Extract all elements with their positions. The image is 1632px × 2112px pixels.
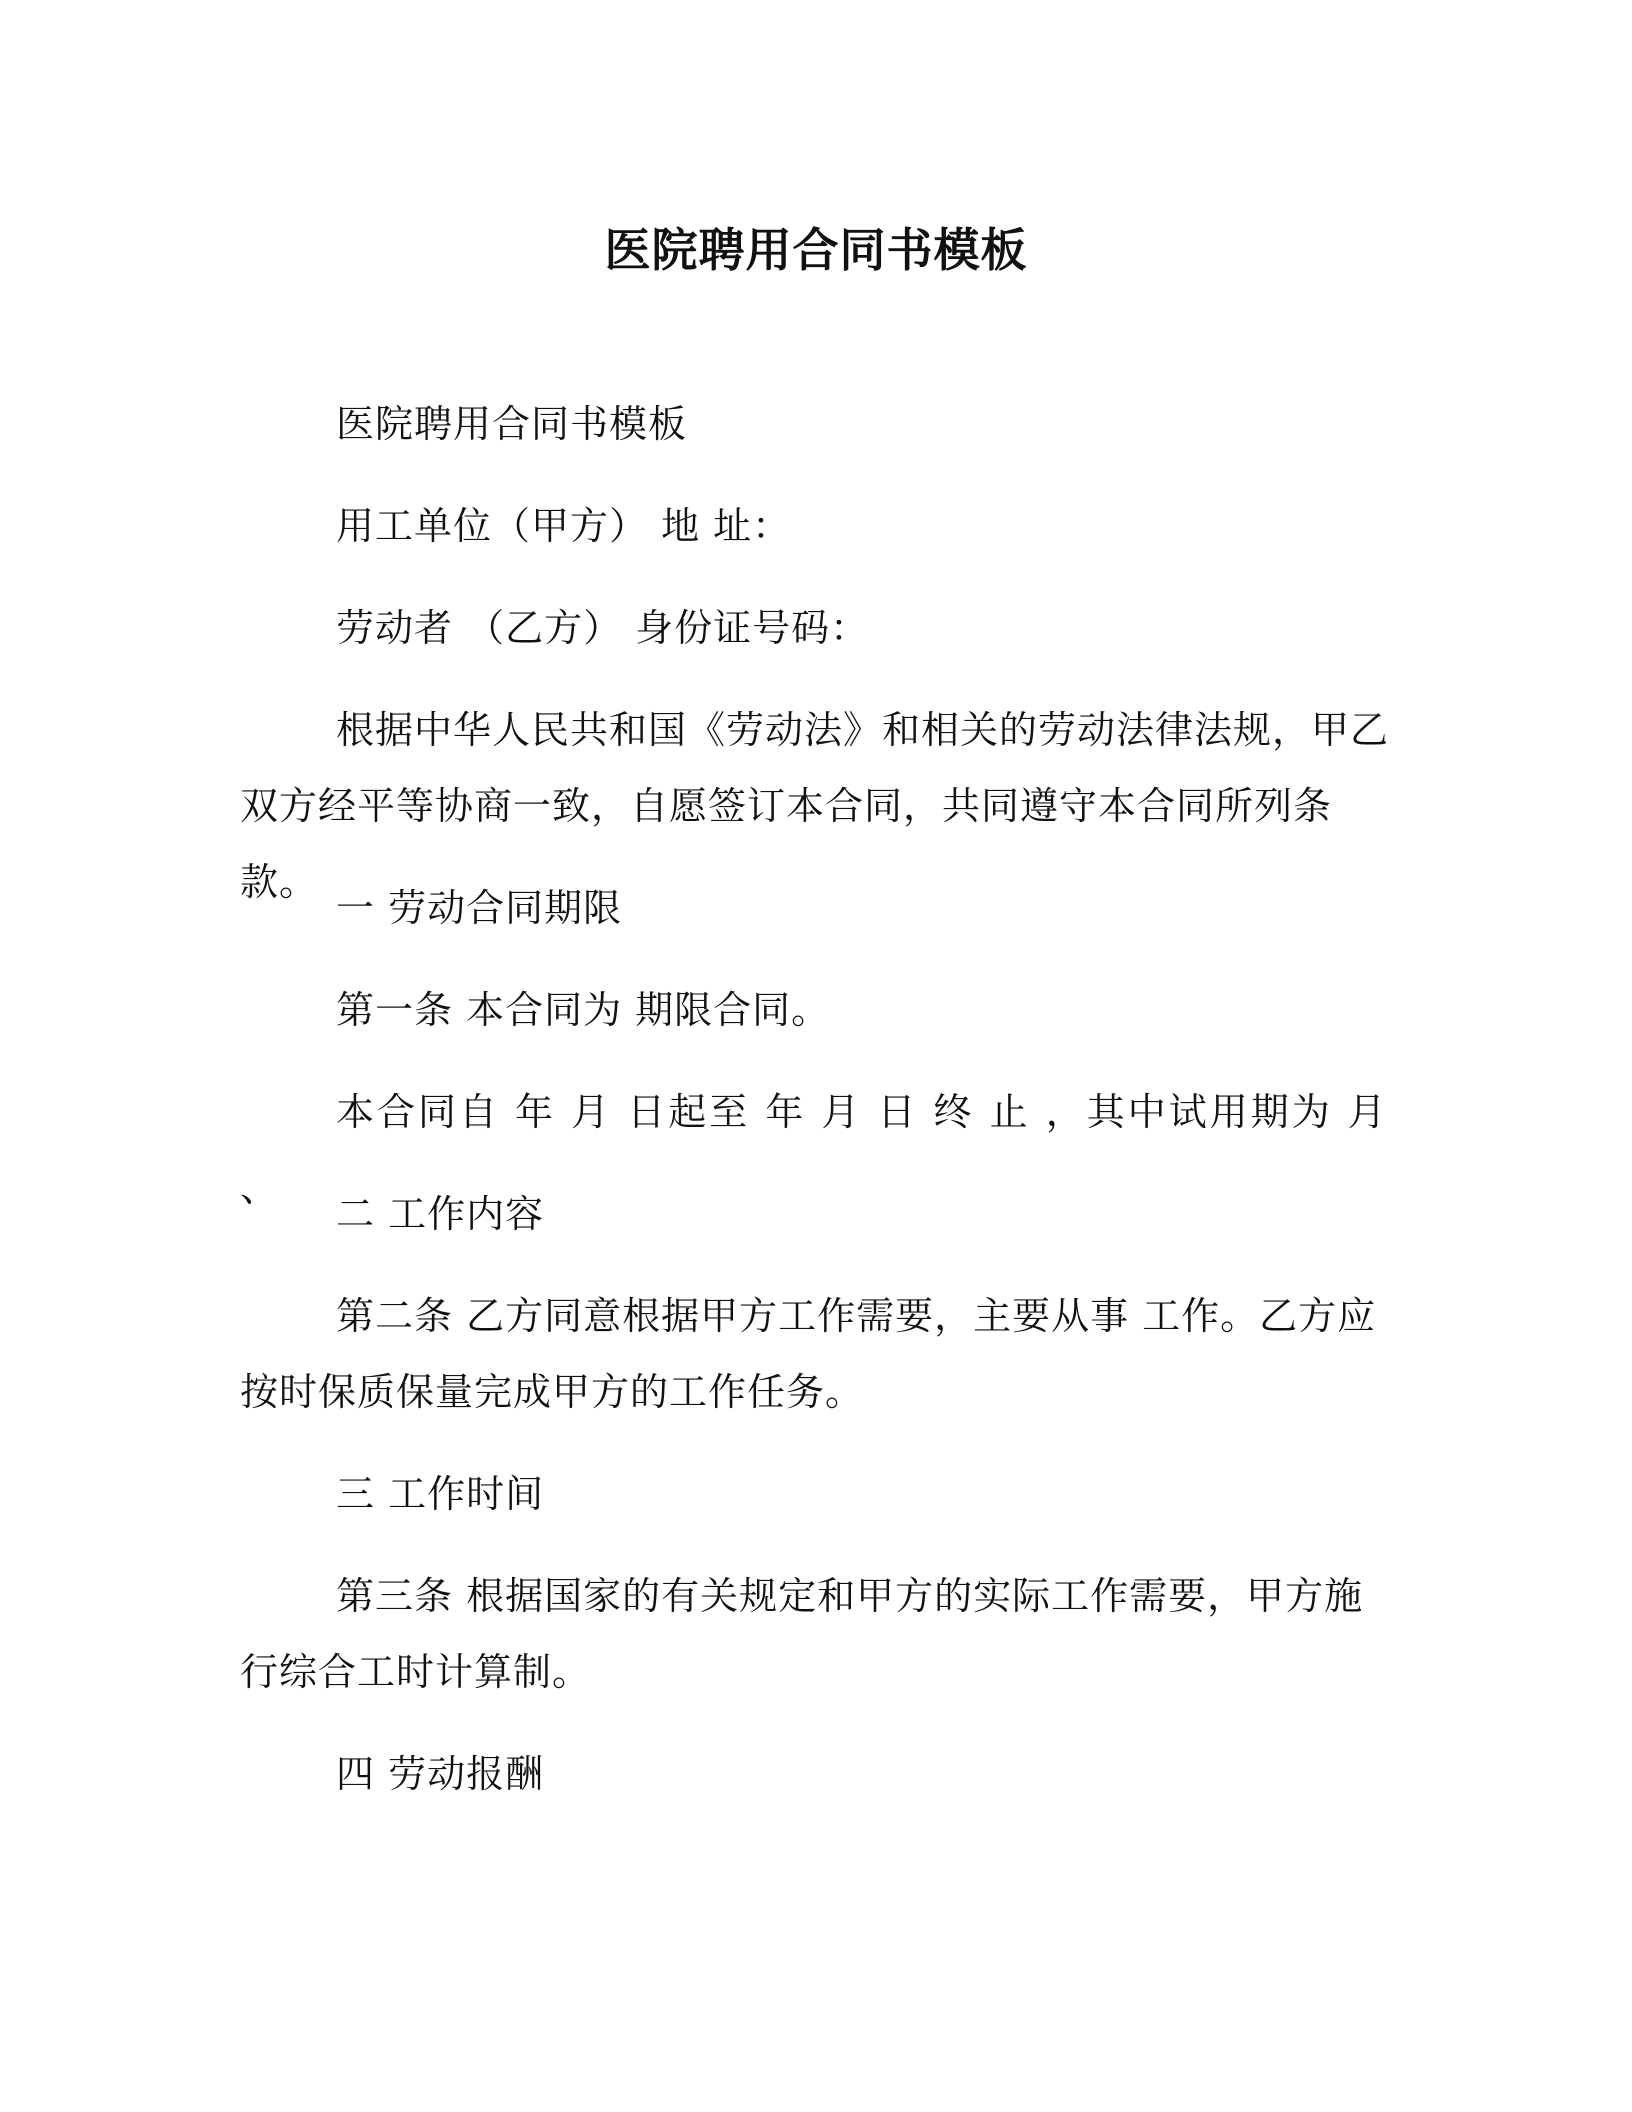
paragraph-employer-address: 用工单位（甲方） 地 址： [336,504,792,548]
section-heading-contract-term: 一 劳动合同期限 [336,886,623,930]
section-heading-work-time: 三 工作时间 [336,1472,545,1516]
section-heading-remuneration: 四 劳动报酬 [336,1752,545,1796]
paragraph-employee-id: 劳动者 （乙方） 身份证号码： [336,606,870,650]
paragraph-heading-repeat: 医院聘用合同书模板 [336,402,688,446]
article-two: 第二条 乙方同意根据甲方工作需要，主要从事 工作。乙方应按时保质保量完成甲方的工作任务。 [240,1294,1377,1414]
paragraph-preamble: 根据中华人民共和国《劳动法》和相关的劳动法律法规，甲乙双方经平等协商一致，自愿签订本合同，共同遵守本合同所列条款。 [240,708,1390,904]
section-heading-work-content: 二 工作内容 [336,1192,545,1236]
article-three: 第三条 根据国家的有关规定和甲方的实际工作需要，甲方施行综合工时计算制。 [240,1574,1364,1694]
document-title: 医院聘用合同书模板 [604,223,1028,277]
article-one: 第一条 本合同为 期限合同。 [336,988,831,1032]
paragraph-contract-dates: 本合同自 年 月 日起至 年 月 日 终 止 ，其中试用期为 月 、 [240,1090,1389,1210]
